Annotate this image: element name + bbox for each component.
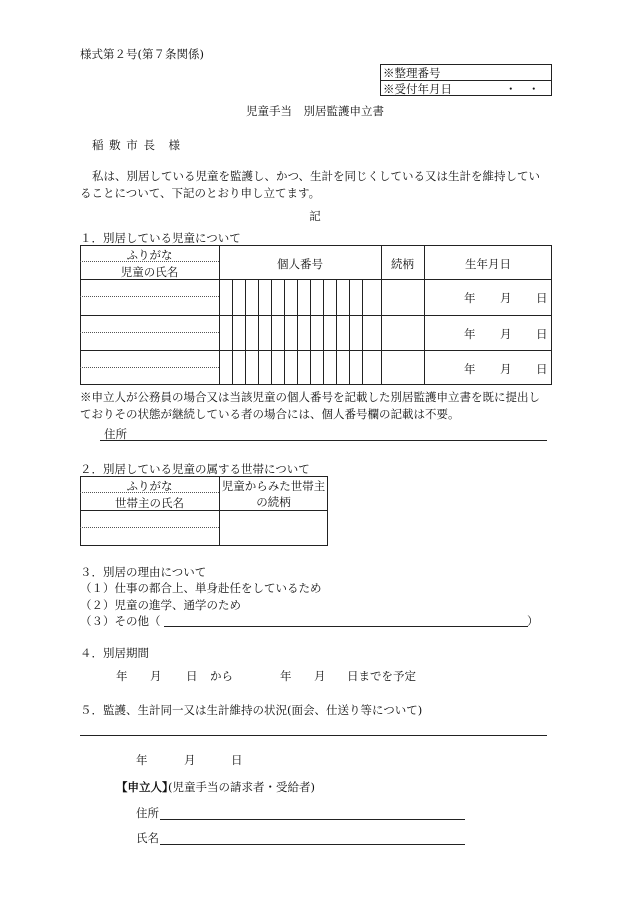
col-birthdate: 生年月日 xyxy=(465,257,511,271)
section4-heading: ４．別居期間 xyxy=(80,646,149,660)
birth-month-2: 月 xyxy=(500,327,512,341)
other-reason-line[interactable] xyxy=(164,626,528,627)
birth-day-2: 日 xyxy=(536,327,548,341)
section5-heading: ５．監護、生計同一又は生計維持の状況(面会、仕送り等について) xyxy=(80,703,423,717)
applicant-note: (児童手当の請求者・受給者) xyxy=(168,780,315,794)
reason-option-2[interactable]: （２）児童の進学、通学のため xyxy=(80,598,241,612)
birth-year-3: 年 xyxy=(464,362,476,376)
applicant-address-line[interactable] xyxy=(160,819,465,820)
period-from-year: 年 xyxy=(116,669,128,683)
period-from-day: 日 xyxy=(186,669,198,683)
page-title: 児童手当 別居監護申立書 xyxy=(246,104,384,118)
birth-month-1: 月 xyxy=(500,291,512,305)
period-to-day: 日までを予定 xyxy=(347,669,416,683)
note-line-1: ※申立人が公務員の場合又は当該児童の個人番号を記載した別居監護申立書を既に提出し xyxy=(80,390,540,404)
section3-heading: ３．別居の理由について xyxy=(80,565,207,579)
sign-month: 月 xyxy=(184,753,196,767)
birth-day-3: 日 xyxy=(536,362,548,376)
household-col-relation-1: 児童からみた世帯主 xyxy=(221,479,326,493)
reason-option-1[interactable]: （１）仕事の都合上、単身赴任をしているため xyxy=(80,581,322,595)
ref-number-label: ※整理番号 xyxy=(383,66,441,80)
ki-mark: 記 xyxy=(309,209,321,223)
household-col-furigana: ふりがな xyxy=(126,479,173,493)
applicant-label: 【申立人】 xyxy=(116,780,174,794)
form-number: 様式第２号(第７条関係) xyxy=(80,47,204,61)
col-child-name: 児童の氏名 xyxy=(120,265,179,279)
received-date-label: ※受付年月日 xyxy=(383,82,452,96)
col-individual-number: 個人番号 xyxy=(277,257,323,271)
child-address-line[interactable] xyxy=(100,440,547,441)
reason-option-3-close: ） xyxy=(527,614,539,628)
period-from-month: 月 xyxy=(150,669,162,683)
period-from-word: から xyxy=(210,669,233,683)
received-date-dots: ・ ・ xyxy=(505,82,540,96)
applicant-name-line[interactable] xyxy=(160,844,465,845)
household-col-head-name: 世帯主の氏名 xyxy=(115,496,184,510)
birth-year-2: 年 xyxy=(464,327,476,341)
birth-month-3: 月 xyxy=(500,362,512,376)
intro-line-2: ることについて、下記のとおり申し立てます。 xyxy=(80,186,321,200)
col-furigana: ふりがな xyxy=(126,248,173,262)
section1-heading: １．別居している児童について xyxy=(80,231,241,245)
status-line[interactable] xyxy=(80,735,547,736)
household-col-relation-2: の続柄 xyxy=(256,495,291,509)
applicant-address-label: 住所 xyxy=(136,806,159,820)
period-to-month: 月 xyxy=(314,669,326,683)
note-line-2: ておりその状態が継続している者の場合には、個人番号欄の記載は不要。 xyxy=(80,407,460,421)
period-to-year: 年 xyxy=(280,669,292,683)
section2-heading: ２．別居している児童の属する世帯について xyxy=(80,462,310,476)
intro-line-1: 私は、別居している児童を監護し、かつ、生計を同じくしている又は生計を維持してい xyxy=(92,169,541,183)
sign-day: 日 xyxy=(231,753,243,767)
birth-day-1: 日 xyxy=(536,291,548,305)
birth-year-1: 年 xyxy=(464,291,476,305)
addressee: 稲 敷 市 長 様 xyxy=(92,138,181,152)
sign-year: 年 xyxy=(136,753,148,767)
applicant-name-label: 氏名 xyxy=(136,831,159,845)
reason-option-3[interactable]: （３）その他（ xyxy=(80,614,161,628)
col-relation: 続柄 xyxy=(391,257,414,271)
child-address-label: 住所 xyxy=(104,427,127,441)
